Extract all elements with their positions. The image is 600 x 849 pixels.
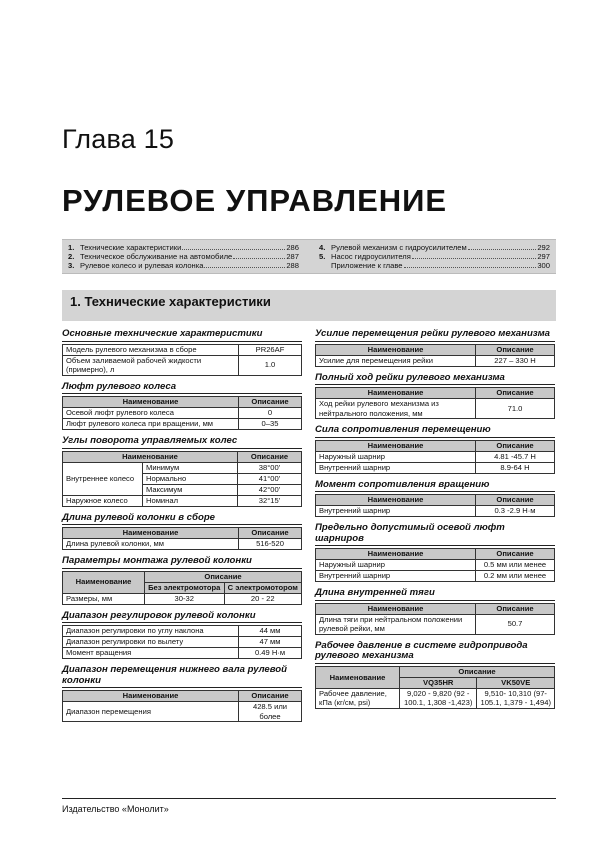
column-header: Описание <box>476 388 555 399</box>
section-heading: 1. Технические характеристики <box>62 290 556 321</box>
table-header-row <box>63 528 302 539</box>
table-cell: 516-520 <box>239 539 302 550</box>
move-resistance-block <box>315 425 555 474</box>
block-title: Основные технические характеристики <box>62 329 302 342</box>
rack-force-table <box>315 344 555 367</box>
table-header-row <box>316 603 555 614</box>
block-title: Полный ход рейки рулевого механизма <box>315 373 555 386</box>
table-header-row <box>316 549 555 560</box>
column-header: Описание <box>239 691 302 702</box>
column-mount-block <box>62 556 302 605</box>
block-title: Усилие перемещения рейки рулевого механизма <box>315 329 555 342</box>
toc-item[interactable] <box>319 243 550 252</box>
table-cell: 8.9-64 Н <box>476 462 555 473</box>
main-specs-table <box>62 344 302 376</box>
table-row <box>316 451 555 462</box>
table-row <box>316 399 555 419</box>
toc-item-number: 1. <box>68 243 75 252</box>
table-header-row <box>316 344 555 355</box>
table-row <box>63 419 302 430</box>
rot-resistance-block <box>315 480 555 518</box>
table-cell: Осевой люфт рулевого колеса <box>63 408 239 419</box>
table-row <box>316 560 555 571</box>
joint-play-table <box>315 548 555 582</box>
column-header: Описание <box>476 344 555 355</box>
table-row <box>316 462 555 473</box>
rack-travel-block <box>315 373 555 420</box>
table-cell: 32°15' <box>238 495 302 506</box>
table-row <box>316 506 555 517</box>
block-title: Люфт рулевого колеса <box>62 382 302 395</box>
toc-leader <box>182 249 285 250</box>
column-header: Описание <box>476 603 555 614</box>
toc-item-number: 4. <box>319 243 326 252</box>
toc-leader <box>404 267 537 268</box>
toc-item-page: 287 <box>286 252 299 261</box>
table-cell: Максимум <box>143 484 238 495</box>
main-specs-block <box>62 329 302 376</box>
table-cell: Размеры, мм <box>63 593 145 604</box>
toc-item-title: Рулевое колесо и рулевая колонка <box>80 261 204 270</box>
move-resistance-table <box>315 440 555 474</box>
table-cell: Длина рулевой колонки, мм <box>63 539 239 550</box>
block-title: Углы поворота управляемых колес <box>62 436 302 449</box>
toc-item-title: Приложение к главе <box>331 261 403 270</box>
chapter-label: Глава 15 <box>62 124 175 154</box>
table-cell: Внутренний шарнир <box>316 462 476 473</box>
table-of-contents <box>62 239 556 274</box>
column-header: Описание <box>239 528 302 539</box>
table-row <box>316 571 555 582</box>
table-header-row <box>316 388 555 399</box>
lower-shaft-table <box>62 690 302 722</box>
table-cell: 1.0 <box>239 355 302 375</box>
toc-item-title: Насос гидроусилителя <box>331 252 411 261</box>
block-title: Диапазон перемещения нижнего вала рулевой колонки <box>62 665 302 688</box>
joint-play-block <box>315 523 555 582</box>
wheel-play-table <box>62 396 302 430</box>
toc-item[interactable] <box>68 252 299 261</box>
toc-leader <box>204 267 285 268</box>
table-row <box>63 593 302 604</box>
table-row <box>63 637 302 648</box>
table-cell: Внутреннее колесо <box>63 462 143 495</box>
table-cell: 0.49 Н·м <box>239 648 302 659</box>
table-cell: 9,020 - 9,820 (92 - 100.1, 1,308 -1,423) <box>400 688 477 708</box>
block-title: Длина рулевой колонки в сборе <box>62 513 302 526</box>
table-cell: 0–35 <box>239 419 302 430</box>
table-header-row <box>63 397 302 408</box>
table-row <box>63 648 302 659</box>
column-header: Наименование <box>63 451 238 462</box>
column-length-table <box>62 527 302 550</box>
column-header: Описание <box>145 571 302 582</box>
column-header: Наименование <box>316 549 476 560</box>
table-cell: 0.2 мм или менее <box>476 571 555 582</box>
table-cell: 44 мм <box>239 626 302 637</box>
toc-item-number: 3. <box>68 261 75 270</box>
table-cell: Ход рейки рулевого механизма из нейтрального положения, мм <box>316 399 476 419</box>
toc-item-page: 286 <box>286 243 299 252</box>
table-row <box>316 355 555 366</box>
column-header: Описание <box>476 549 555 560</box>
lower-shaft-block <box>62 665 302 722</box>
column-header: Наименование <box>316 495 476 506</box>
column-header: Описание <box>239 397 302 408</box>
toc-leader <box>468 249 537 250</box>
toc-column-right <box>319 243 550 273</box>
table-header-row <box>316 666 555 677</box>
table-cell: 227 – 330 Н <box>476 355 555 366</box>
toc-item-number: 2. <box>68 252 75 261</box>
publisher-footer: Издательство «Монолит» <box>62 804 169 814</box>
toc-item-title: Техническое обслуживание на автомобиле <box>80 252 233 261</box>
tie-rod-block <box>315 588 555 635</box>
table-cell: 9,510- 10,310 (97- 105.1, 1,379 - 1,494) <box>477 688 555 708</box>
block-title: Длина внутренней тяги <box>315 588 555 601</box>
table-cell: Внутренний шарнир <box>316 571 476 582</box>
toc-leader <box>412 258 536 259</box>
table-cell: 0 <box>239 408 302 419</box>
table-cell: Момент вращения <box>63 648 239 659</box>
table-header-row <box>63 691 302 702</box>
table-row <box>63 344 302 355</box>
table-cell: Модель рулевого механизма в сборе <box>63 344 239 355</box>
table-cell: Наружный шарнир <box>316 451 476 462</box>
table-row <box>316 688 555 708</box>
toc-item[interactable] <box>319 261 550 270</box>
table-cell: Люфт рулевого колеса при вращении, мм <box>63 419 239 430</box>
block-title: Предельно допустимый осевой люфт шарниров <box>315 523 555 546</box>
wheel-play-block <box>62 382 302 431</box>
table-cell: 71.0 <box>476 399 555 419</box>
table-cell: 42°00' <box>238 484 302 495</box>
table-cell: Диапазон перемещения <box>63 702 239 722</box>
working-pressure-table <box>315 666 555 709</box>
table-row <box>63 626 302 637</box>
table-cell: 38°00' <box>238 462 302 473</box>
toc-leader <box>233 258 285 259</box>
rack-force-block <box>315 329 555 367</box>
toc-item-page: 288 <box>286 261 299 270</box>
column-header: Наименование <box>63 397 239 408</box>
table-cell: 41°00' <box>238 473 302 484</box>
table-cell: Наружное колесо <box>63 495 143 506</box>
table-cell: 4.81 -45.7 Н <box>476 451 555 462</box>
column-header: Наименование <box>316 388 476 399</box>
table-row <box>63 355 302 375</box>
table-header-row <box>63 451 302 462</box>
column-header: С электромотором <box>224 582 301 593</box>
footer-divider <box>62 798 556 799</box>
block-title: Параметры монтажа рулевой колонки <box>62 556 302 569</box>
toc-item-page: 297 <box>537 252 550 261</box>
toc-item-title: Рулевой механизм с гидроусилителем <box>331 243 467 252</box>
column-header: VQ35HR <box>400 677 477 688</box>
column-header: Описание <box>476 495 555 506</box>
table-header-row <box>63 571 302 582</box>
table-cell: Внутренний шарнир <box>316 506 476 517</box>
table-row <box>63 462 302 473</box>
table-cell: Номинал <box>143 495 238 506</box>
table-cell: Диапазон регулировки по вылету <box>63 637 239 648</box>
column-header: Наименование <box>316 344 476 355</box>
toc-item-page: 300 <box>537 261 550 270</box>
column-header: Наименование <box>63 571 145 593</box>
toc-item[interactable] <box>68 261 299 270</box>
block-title: Сила сопротивления перемещению <box>315 425 555 438</box>
column-header: Наименование <box>63 528 239 539</box>
table-cell: 50.7 <box>476 614 555 634</box>
table-cell: Диапазон регулировки по углу наклона <box>63 626 239 637</box>
block-title: Рабочее давление в системе гидропривода рулевого механизма <box>315 641 555 664</box>
table-cell: Объем заливаемой рабочей жидкости (примерно), л <box>63 355 239 375</box>
column-header: Наименование <box>316 440 476 451</box>
rack-travel-table <box>315 387 555 419</box>
table-header-row <box>316 440 555 451</box>
table-cell: Рабочее давление, кПа (кг/см, psi) <box>316 688 400 708</box>
column-header: Описание <box>476 440 555 451</box>
column-length-block <box>62 513 302 551</box>
column-header: Наименование <box>316 666 400 688</box>
table-cell: Усилие для перемещения рейки <box>316 355 476 366</box>
table-row <box>316 614 555 634</box>
column-header: Наименование <box>316 603 476 614</box>
table-row <box>63 408 302 419</box>
table-cell: 47 мм <box>239 637 302 648</box>
column-mount-table <box>62 571 302 605</box>
table-cell: 20 - 22 <box>224 593 301 604</box>
table-cell: Минимум <box>143 462 238 473</box>
rot-resistance-table <box>315 494 555 517</box>
column-adjust-table <box>62 625 302 659</box>
table-row <box>63 702 302 722</box>
column-header: Без электромотора <box>145 582 225 593</box>
tie-rod-table <box>315 603 555 635</box>
table-header-row <box>316 495 555 506</box>
column-header: Описание <box>238 451 302 462</box>
block-title: Момент сопротивления вращению <box>315 480 555 493</box>
table-row <box>63 539 302 550</box>
table-cell: 0.5 мм или менее <box>476 560 555 571</box>
turn-angles-block <box>62 436 302 507</box>
right-column <box>315 329 555 715</box>
turn-angles-table <box>62 451 302 507</box>
toc-item[interactable] <box>319 252 550 261</box>
column-header: Наименование <box>63 691 239 702</box>
block-title: Диапазон регулировок рулевой колонки <box>62 611 302 624</box>
table-cell: 428.5 или более <box>239 702 302 722</box>
table-cell: PR26AF <box>239 344 302 355</box>
toc-item-title: Технические характеристики <box>80 243 182 252</box>
toc-column-left <box>68 243 299 273</box>
column-header: VK50VE <box>477 677 555 688</box>
table-cell: Наружный шарнир <box>316 560 476 571</box>
table-cell: Длина тяги при нейтральном положении рулевой рейки, мм <box>316 614 476 634</box>
toc-item-page: 292 <box>537 243 550 252</box>
table-cell: 0.3 -2.9 Н·м <box>476 506 555 517</box>
table-cell: Нормально <box>143 473 238 484</box>
table-row <box>63 495 302 506</box>
working-pressure-block <box>315 641 555 709</box>
column-adjust-block <box>62 611 302 660</box>
column-header: Описание <box>400 666 555 677</box>
toc-item-number: 5. <box>319 252 326 261</box>
toc-item[interactable] <box>68 243 299 252</box>
left-column <box>62 329 302 728</box>
page-title: РУЛЕВОЕ УПРАВЛЕНИЕ <box>62 183 448 218</box>
table-cell: 30-32 <box>145 593 225 604</box>
